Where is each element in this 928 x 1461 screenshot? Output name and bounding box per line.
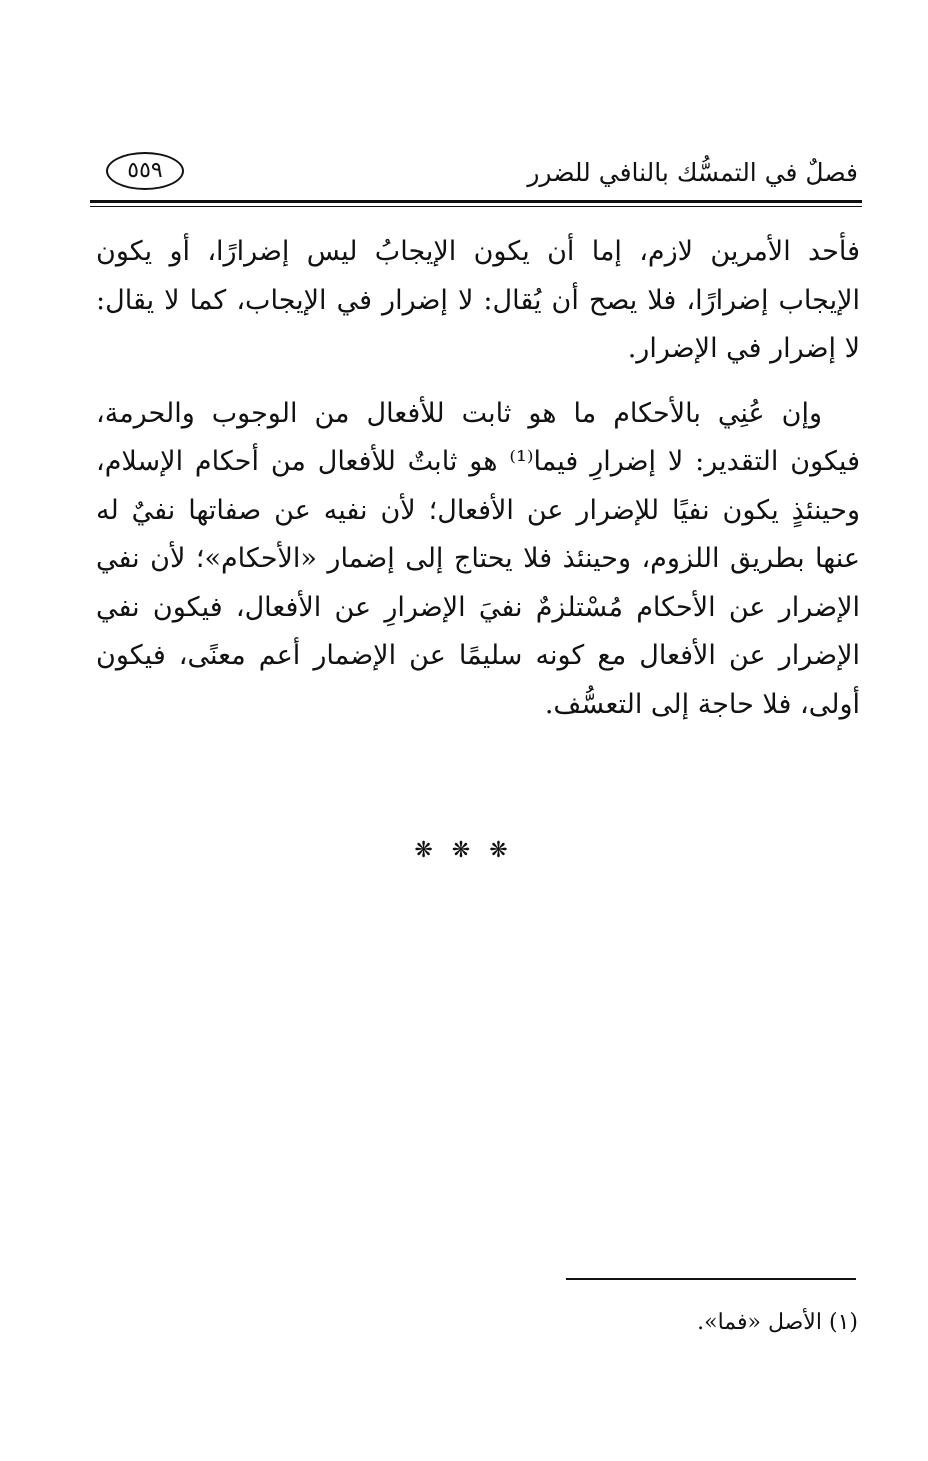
header-rule-thin bbox=[90, 206, 862, 207]
chapter-title: فصلٌ في التمسُّك بالنافي للضرر bbox=[527, 158, 858, 187]
header-rule-thick bbox=[90, 200, 862, 203]
footnote-marker: (١) bbox=[828, 1310, 858, 1335]
paragraph-2: وإن عُنِي بالأحكام ما هو ثابت للأفعال من الوجوب والحرمة، فيكون التقدير: لا إضرارِ فيما⁽¹⁾ هو ثابتٌ للأفعال من أحكام الإسلام، وحينئذٍ يكون نفيًا للإضرار عن الأفعال؛ لأن نفيه عن صفاتها نفيٌ له عنها بطريق اللزوم، وحينئذ فلا يحتاج إلى إضمار «الأحكام»؛ لأن نفي الإضرار عن الأحكام مُسْتلزمٌ نفيَ الإضرارِ عن الأفعال، فيكون نفي الإضرار عن الأفعال مع كونه سليمًا عن الإضمار أعم معنًى، فيكون أولى، فلا حاجة إلى التعسُّف. bbox=[96, 397, 860, 720]
footnote-rule bbox=[566, 1278, 856, 1280]
page-number-badge: ٥٥٩ bbox=[106, 152, 184, 190]
footnote bbox=[697, 1308, 858, 1338]
running-header bbox=[90, 150, 858, 198]
paragraph-1: فأحد الأمرين لازم، إما أن يكون الإيجابُ ليس إضرارًا، أو يكون الإيجاب إضرارًا، فلا يصح أن يُقال: لا إضرار في الإيجاب، كما لا يقال: لا إضرار في الإضرار. bbox=[96, 236, 860, 364]
section-separator: ❋ ❋ ❋ bbox=[414, 838, 514, 863]
body-text bbox=[96, 228, 860, 729]
footnote-text: الأصل «فما». bbox=[697, 1310, 822, 1335]
